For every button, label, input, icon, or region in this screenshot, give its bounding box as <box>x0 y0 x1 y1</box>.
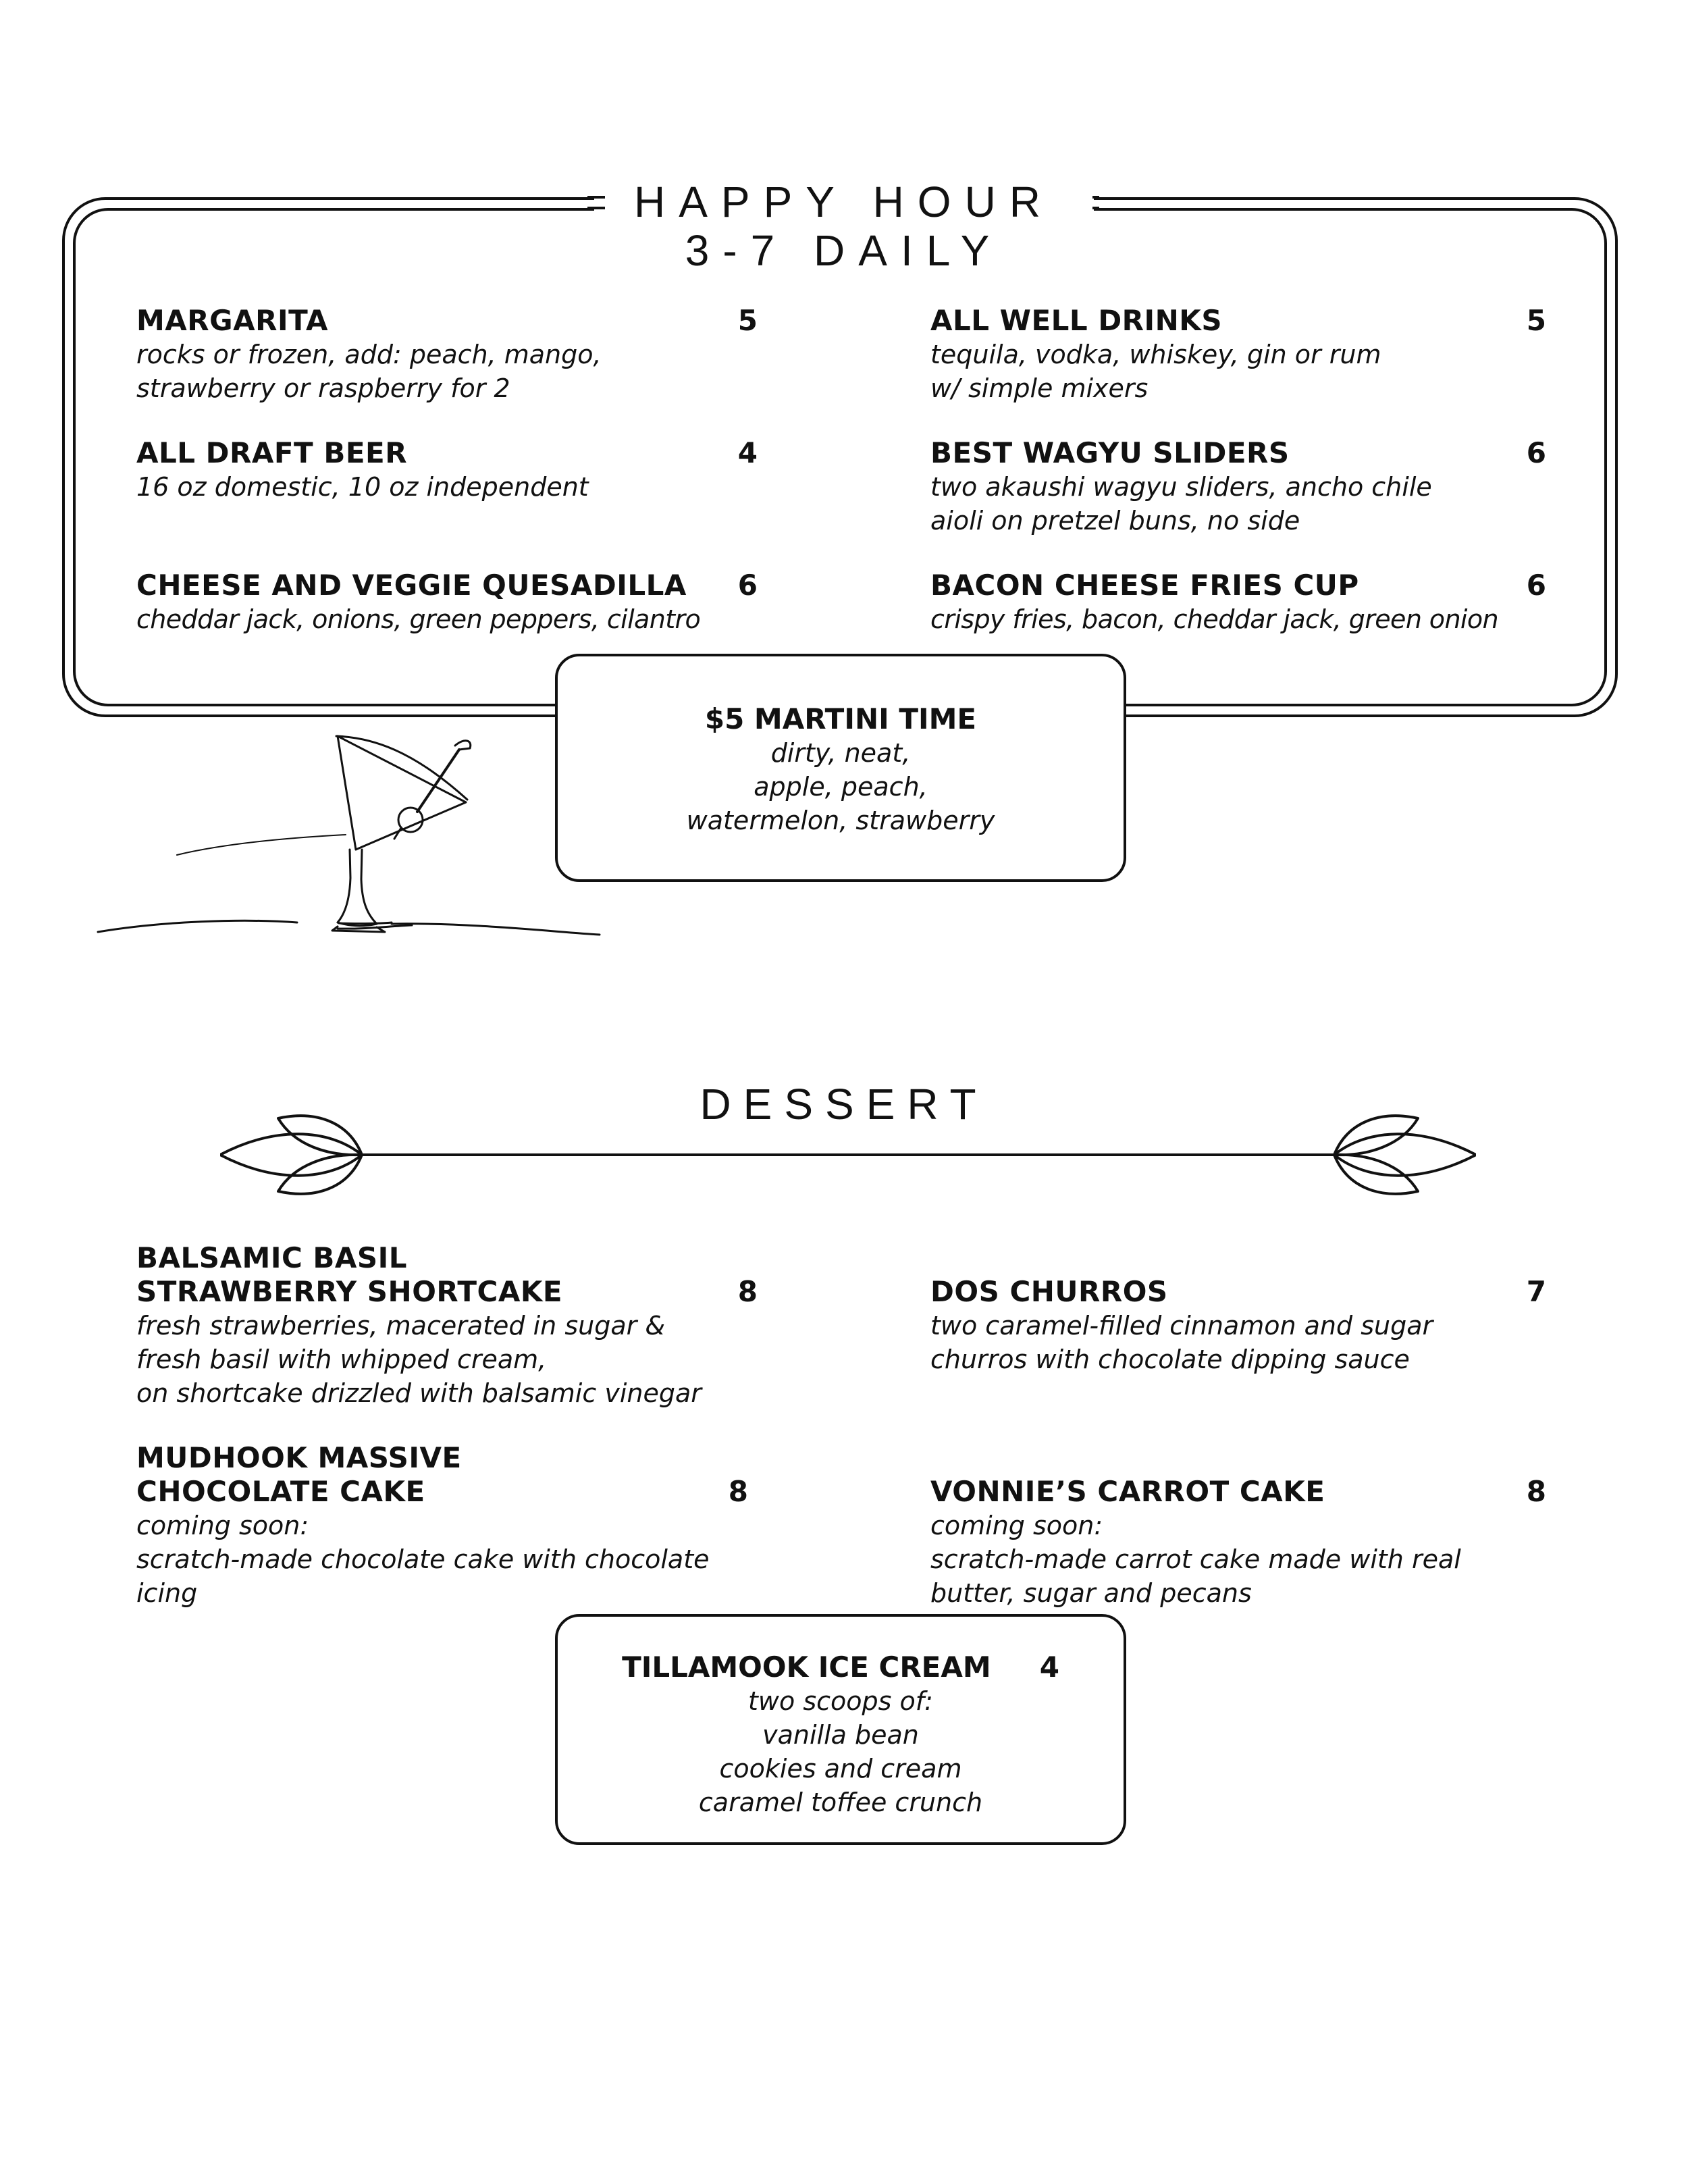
item-description: fresh strawberries, macerated in sugar & fresh basil with whipped cream, on shortcake drizzled with balsamic vinegar <box>136 1311 702 1408</box>
menu-item-bacon-fries <box>930 569 1546 636</box>
item-price: 5 <box>1526 304 1546 337</box>
martini-glass-icon <box>95 729 608 959</box>
item-name: BEST WAGYU SLIDERS <box>930 436 1290 469</box>
item-price: 6 <box>1526 569 1546 602</box>
menu-item-draft-beer <box>136 436 758 504</box>
item-price: 8 <box>737 1275 758 1308</box>
item-price: 6 <box>737 569 758 602</box>
item-name: ALL DRAFT BEER <box>136 436 408 469</box>
menu-item-margarita <box>136 304 758 405</box>
ice-cream-price: 4 <box>1039 1650 1059 1684</box>
item-price: 5 <box>737 304 758 337</box>
item-name: ALL WELL DRINKS <box>930 304 1223 337</box>
menu-item-shortcake <box>136 1241 758 1410</box>
callout-title <box>558 1650 1124 1684</box>
menu-item-chocolate-cake <box>136 1441 748 1610</box>
item-price: 6 <box>1526 436 1546 469</box>
item-name: VONNIE’S CARROT CAKE <box>930 1475 1325 1508</box>
leaf-arrow-divider-icon <box>220 1108 1476 1202</box>
item-name: MUDHOOK MASSIVE CHOCOLATE CAKE <box>136 1441 462 1508</box>
item-name: MARGARITA <box>136 304 328 337</box>
callout-description: two scoops of: vanilla bean cookies and cream caramel toffee crunch <box>698 1686 983 1817</box>
martini-time-callout <box>555 654 1126 882</box>
happy-hour-title: HAPPY HOUR <box>633 178 1055 226</box>
menu-item-well-drinks <box>930 304 1546 405</box>
happy-hour-subtitle: 3-7 DAILY <box>685 226 1003 275</box>
callout-description: dirty, neat, apple, peach, watermelon, strawberry <box>686 738 995 835</box>
item-description: two caramel-filled cinnamon and sugar churros with chocolate dipping sauce <box>930 1311 1433 1374</box>
item-description: cheddar jack, onions, green peppers, cilantro <box>136 604 701 634</box>
item-price: 4 <box>737 436 758 469</box>
item-name: BACON CHEESE FRIES CUP <box>930 569 1359 602</box>
item-description: 16 oz domestic, 10 oz independent <box>136 472 589 502</box>
item-name: CHEESE AND VEGGIE QUESADILLA <box>136 569 687 602</box>
item-price: 7 <box>1526 1275 1546 1308</box>
item-description: two akaushi wagyu sliders, ancho chile aioli on pretzel buns, no side <box>930 472 1432 536</box>
item-description: rocks or frozen, add: peach, mango, strawberry or raspberry for 2 <box>136 340 602 403</box>
menu-item-carrot-cake <box>930 1475 1546 1610</box>
menu-item-quesadilla <box>136 569 758 636</box>
item-name: DOS CHURROS <box>930 1275 1168 1308</box>
menu-item-wagyu-sliders <box>930 436 1546 538</box>
item-price: 8 <box>1526 1475 1546 1508</box>
item-price: 8 <box>728 1475 748 1508</box>
callout-title: $5 MARTINI TIME <box>704 702 977 735</box>
menu-item-dos-churros <box>930 1275 1546 1376</box>
ice-cream-title: TILLAMOOK ICE CREAM <box>622 1650 991 1684</box>
item-description: tequila, vodka, whiskey, gin or rum w/ simple mixers <box>930 340 1381 403</box>
item-description: coming soon: scratch-made carrot cake made with real butter, sugar and pecans <box>930 1511 1461 1608</box>
item-name: BALSAMIC BASIL STRAWBERRY SHORTCAKE <box>136 1241 563 1308</box>
dessert-title: DESSERT <box>700 1080 988 1128</box>
item-description: coming soon: scratch-made chocolate cake with chocolate icing <box>136 1511 710 1608</box>
item-description: crispy fries, bacon, cheddar jack, green onion <box>930 604 1499 634</box>
ice-cream-callout <box>555 1614 1126 1845</box>
